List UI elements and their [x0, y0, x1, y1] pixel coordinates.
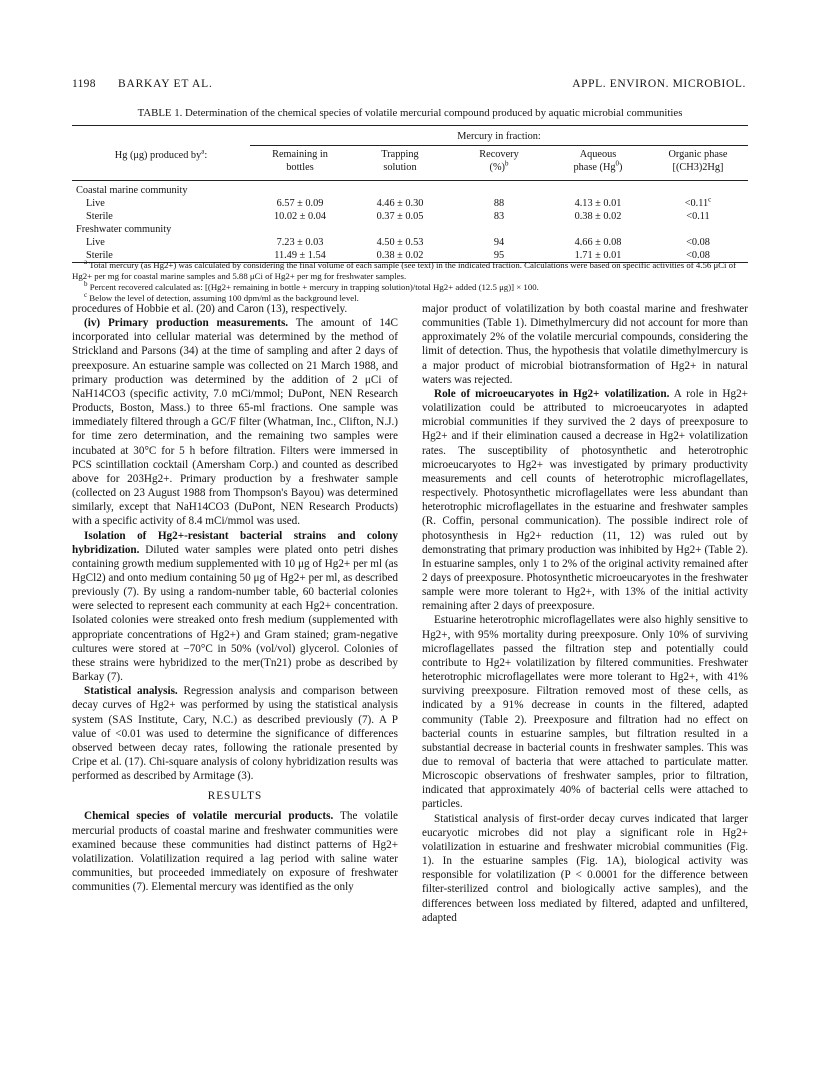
- paragraph: [72, 529, 398, 685]
- paragraph-text: Regression analysis and comparison between decay curves of Hg2+ was performed by using the statistical analysis system (SAS Institute, Cary, N.C.) as described previously (7). A P value of <0.01 was used to determine the significance of differences observed between decay rates, following the rationale presented by Cripe et al. (17). Chi-square analysis of colony hybridization results was performed as described by Armitage (3).: [72, 685, 398, 783]
- paragraph-text: The amount of 14C incorporated into cellular material was determined by the method of Strickland and Parsons (34) at the time of sampling and after 2 days of preexposure. An estuarine sample was collected on 21 March 1988, and primary production was determined by the addition of 2 μCi of NaH14CO3 (specific activity, 7.0 mCi/mmol; DuPont, NEN Research Products, Boston, Mass.) to three 65-ml fractions. One sample was immediately filtered through a GC/F filter (Whatman, Inc., Clifton, N.J.) for time zero determination, and the remaining two samples were incubated at 30°C for 5 h before filtration. Filters were immersed in PCS scintillation cocktail (Amersham Corp.) and counted as described above for 203Hg2+. Primary production by a freshwater sample (collected on 23 August 1988 from Thompson's Bayou) was determined similarly, except that NaH14CO3 (DuPont, NEN Research Products) with a specific activity of 8.4 mCi/mmol was used.: [72, 317, 398, 528]
- paragraph: Statistical analysis of first-order decay curves indicated that larger eucaryotic microbes did not play a significant role in Hg2+ volatilization in estuarine and freshwater microbial communities (Fig. 1). In the estuarine samples (Fig. 1A), biological activity was responsible for volatilization (P < 0.0001 for the difference between filter-sterilized control and biologically active samples), and the differences between loss mediated by filtered, adapted and unfiltered, adapted: [422, 812, 748, 924]
- running-authors: BARKAY ET AL.: [118, 78, 213, 90]
- row-label: Sterile: [86, 250, 113, 261]
- column-header-line1: Aqueous: [579, 149, 617, 160]
- table-cell: 95: [493, 250, 505, 261]
- column-header-line1: Organic phase: [668, 149, 728, 160]
- right-column: [422, 302, 748, 925]
- table-cell: <0.11$^c$: [684, 195, 712, 209]
- paragraph: [72, 809, 398, 894]
- table-cell: <0.08: [686, 250, 710, 261]
- table-section-row: [72, 184, 748, 197]
- footnote-mark: c: [708, 195, 712, 204]
- column-header: [548, 146, 648, 181]
- paragraph: [422, 387, 748, 614]
- column-header-line2: (%)$^b$: [489, 159, 509, 173]
- data-table: [72, 125, 748, 267]
- table-cell: 88: [493, 198, 505, 209]
- row-header: Hg (μg) produced by: [114, 149, 202, 161]
- table-cell: <0.11: [686, 211, 710, 222]
- group-header: Mercury in fraction:: [457, 131, 541, 142]
- paragraph-text: Diluted water samples were plated onto petri dishes containing growth medium supplemented with 10 μg of Hg2+ per ml (as HgCl2) and onto medium containing 50 μg of Hg2+ per ml, as described previously (7). By using a random-number table, 60 bacterial colonies were selected to represent each community at each Hg2+ concentration. Isolated colonies were streaked onto fresh medium (supplemented with appropriate concentrations of Hg2+) and Gram stained; gram-negative cultures were stored at −70°C in 50% (vol/vol) glycerol. Colonies of these strains were hybridized to the mer(Tn21) probe as described by Barkay (7).: [72, 543, 399, 684]
- paragraph-text: A role in Hg2+ volatilization could be attributed to microeucaryotes in adapted microbial communities if they survived the 2 days of preexposure to Hg2+ and if their elimination caused a decrease in Hg2+ volatilization rates. The susceptibility of photosynthetic and heterotrophic microeucaryotes to Hg2+ was investigated by primary productivity measurements and cell counts of heterotrophic microflagellates, respectively. Photosynthetic microflagellates were less abundant than heterotrophic microflagellates in the estuarine and freshwater samples (R. Coffin, personal communication). The possible indirect role of photosynthesis in Hg2+ reduction (11, 12) was ruled out by demonstrating that primary production was inhibited by Hg2+ (Table 2). In estuarine samples, only 1 to 2% of the original activity remained after 2 days of preexposure. Photosynthetic microeucaryotes in the freshwater sample were more tolerant to Hg2+, with 13% of the initial activity remaining after 2 days of preexposure.: [422, 387, 748, 613]
- table-cell: 4.46 ± 0.30: [376, 198, 424, 209]
- column-header-line1: Recovery: [479, 149, 519, 160]
- table-caption: TABLE 1. Determination of the chemical species of volatile mercurial compound produced by aquatic microbial communities: [137, 107, 683, 119]
- journal-name: APPL. ENVIRON. MICROBIOL.: [572, 78, 746, 90]
- subsection-heading: Role of microeucaryotes in Hg2+ volatilization.: [434, 387, 670, 400]
- table-row: [72, 197, 748, 210]
- column-header-line1: Trapping: [381, 149, 419, 160]
- footnote: [72, 282, 748, 293]
- row-label: Sterile: [86, 211, 113, 222]
- table-cell: 83: [493, 211, 505, 222]
- column-header: [648, 146, 748, 181]
- column-header-line2: [(CH3)2Hg]: [672, 162, 724, 173]
- table-cell: 4.13 ± 0.01: [574, 198, 622, 209]
- footnote-text: Below the level of detection, assuming 100 dpm/ml as the background level.: [87, 293, 359, 303]
- table-cell: 1.71 ± 0.01: [574, 250, 622, 261]
- row-label: Live: [86, 237, 105, 248]
- table-cell: 10.02 ± 0.04: [274, 211, 326, 222]
- results-heading: RESULTS: [207, 790, 263, 803]
- table-cell: 7.23 ± 0.03: [276, 237, 324, 248]
- column-header: [450, 146, 548, 181]
- paragraph: [72, 684, 398, 783]
- table-cell: 94: [493, 237, 505, 248]
- subsection-heading: (iv) Primary production measurements.: [84, 317, 289, 330]
- section-label: Freshwater community: [76, 224, 172, 235]
- footnote-mark: a: [201, 147, 205, 156]
- table-cell: 4.50 ± 0.53: [376, 237, 424, 248]
- table-row: [72, 236, 748, 249]
- column-header-line2: bottles: [286, 162, 314, 173]
- table-cell: 0.38 ± 0.02: [376, 250, 424, 261]
- column-header: [250, 146, 350, 181]
- row-header-cell: Hg (μg) produced $by^a$:: [114, 147, 208, 161]
- paragraph-text: The volatile mercurial products of coastal marine and freshwater communities were examined because these communities had distinct patterns of Hg2+ volatilization. Volatilization required a lag period with saline water communities, but proceeded immediately on exposure of freshwater communities (7). Elemental mercury was identified as the only: [72, 810, 398, 894]
- column-header-line2: solution: [383, 162, 417, 173]
- subsection-heading: Isolation of Hg2+-resistant bacterial strains and colony hybridization.: [72, 529, 398, 556]
- table-cell: 11.49 ± 1.54: [274, 250, 326, 261]
- table-cell: 0.38 ± 0.02: [574, 211, 622, 222]
- table-cell: 0.37 ± 0.05: [376, 211, 424, 222]
- column-header: [350, 146, 450, 181]
- paragraph: Estuarine heterotrophic microflagellates were also highly sensitive to Hg2+, with 95% mortality during preexposure. Only 10% of surviving microflagellates passed the filtration step and potentially could contribute to Hg2+ volatilization by filtered communities. Freshwater heterotrophic microflagellates were more tolerant to Hg2+, with 41% surviving preexposure. Filtration removed most of these cells, as indicated by a 91% decrease in counts in the filtered, adapted community (Table 2). Preexposure and filtration had no effect on bacterial counts in estuarine samples, but filtration resulted in a substantial decrease in bacterial counts in freshwater samples. This was due to removal of bacteria that were attached to particulate matter. Microscopic observations of freshwater samples, prior to filtration, indicated that approximately 40% of bacterial cells were attached to particles.: [422, 614, 748, 811]
- paragraph: procedures of Hobbie et al. (20) and Caron (13), respectively.: [72, 303, 348, 315]
- footnote-mark: 0: [615, 159, 620, 168]
- footnote-text: Percent recovered calculated as: [(Hg2+ remaining in bottle + mercury in trapping solution)/total Hg2+ added (12.5 μg)] × 100.: [87, 282, 539, 292]
- row-label: Live: [86, 198, 105, 209]
- footnote-mark: b: [504, 159, 509, 168]
- table-footnotes: [72, 260, 748, 304]
- subsection-heading: Statistical analysis.: [84, 685, 178, 698]
- page-number: 1198: [72, 78, 96, 90]
- paragraph: major product of volatilization by both coastal marine and freshwater communities (Table 1). Dimethylmercury did not account for more than approximately 2% of the volatile mercurial compounds, considering the limit of detection. Thus, the hypothesis that volatile dimethylmercury is a major product of microbial biotransformation of Hg2+ in natural waters was rejected.: [422, 303, 748, 386]
- table-cell: 4.66 ± 0.08: [574, 237, 622, 248]
- footnote-text: Total mercury (as Hg2+) was calculated by considering the final volume of each sample (see text) in the indicated fraction. Calculations were based on specific activities of 4.56 μCi of Hg2+ per mg for coastal marine samples and 5.88 μCi of Hg2+ per mg for freshwater samples.: [72, 260, 737, 281]
- column-header-line2: phase (Hg$^0$): [573, 159, 623, 173]
- footnote-mark: c: [84, 291, 88, 300]
- footnote-mark: b: [84, 280, 88, 289]
- left-column: [72, 302, 398, 894]
- table-cell: <0.08: [686, 237, 710, 248]
- subsection-heading: Chemical species of volatile mercurial products.: [84, 810, 334, 823]
- column-header-line1: Remaining in: [272, 149, 328, 160]
- footnote: [72, 260, 748, 282]
- section-label: Coastal marine community: [76, 185, 188, 196]
- paragraph: [72, 316, 398, 528]
- table-section-row: [72, 223, 748, 236]
- footnote-mark: a: [84, 258, 88, 267]
- table-cell: 6.57 ± 0.09: [276, 198, 324, 209]
- running-header: [72, 78, 746, 94]
- table-row: [72, 210, 748, 223]
